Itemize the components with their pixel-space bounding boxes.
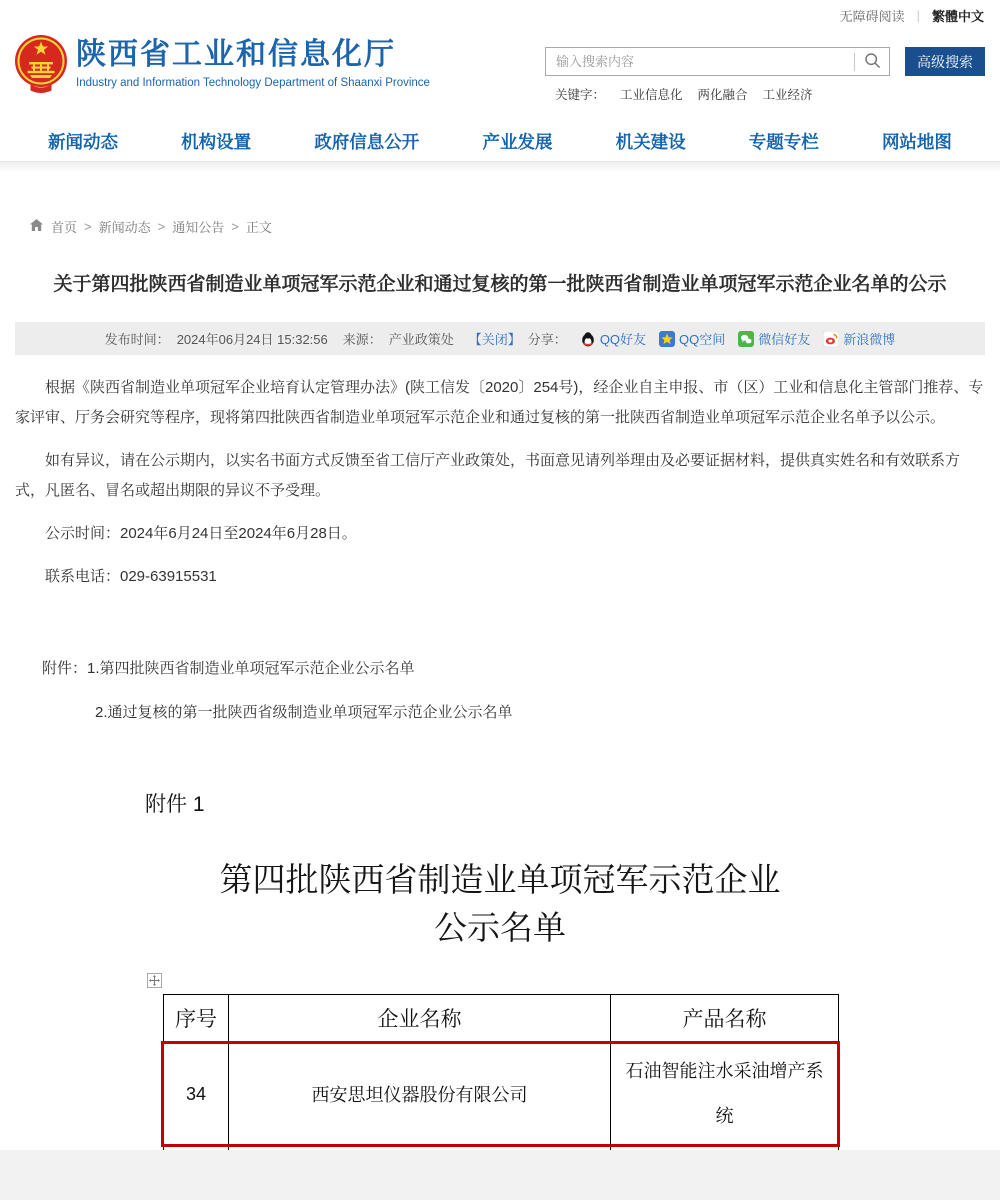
article-title: 关于第四批陕西省制造业单项冠军示范企业和通过复核的第一批陕西省制造业单项冠军示范企业名单的公示 [53,274,947,295]
doc-title-line2: 公示名单 [434,909,566,946]
main-nav [0,122,1000,162]
content-area [15,217,985,1155]
keyword-link-3[interactable]: 工业经济 [762,88,813,102]
breadcrumb-separator: > [84,219,92,234]
nav-item-gov-info[interactable]: 政府信息公开 [314,132,420,152]
doc-table-wrapper [148,994,823,1155]
breadcrumb-notices[interactable]: 通知公告 [172,220,225,235]
cell-product: 石油智能注水采油增产系统 [611,1042,839,1147]
close-link[interactable]: 【关闭】 [468,332,521,347]
breadcrumb-news[interactable]: 新闻动态 [98,220,151,235]
share-qq-friend[interactable]: QQ好友 [580,329,646,348]
site-header [0,30,1000,122]
weibo-icon [823,331,839,347]
table-move-handle[interactable] [147,973,162,988]
home-icon [29,218,44,235]
attachments-block [15,654,985,728]
accessibility-link[interactable]: 无障碍阅读 [839,8,905,24]
breadcrumb-separator: > [157,219,166,234]
attachment-document [15,788,985,1155]
attachment-link-2[interactable]: 2.通过复核的第一批陕西省级制造业单项冠军示范企业公示名单 [95,704,513,721]
article-body [15,373,985,592]
nav-shadow [0,162,1000,173]
site-title-block [76,38,430,89]
qq-friend-icon [580,331,596,347]
contact-line: 联系电话：029-63915531 [45,568,217,585]
search-button[interactable] [855,48,889,75]
keywords-label: 关键字： [555,88,606,102]
breadcrumb [15,217,985,236]
traditional-chinese-link[interactable]: 繁體中文 [931,8,984,24]
nav-item-special[interactable]: 专题专栏 [748,132,819,152]
companies-table [163,994,839,1155]
publish-time: 2024年06月24日 15:32:56 [176,332,328,347]
source-label: 来源： [342,332,382,347]
share-label: 分享： [527,332,567,347]
share-wechat[interactable]: 微信好友 [738,329,810,348]
paragraph-1: 根据《陕西省制造业单项冠军企业培育认定管理办法》(陕工信发〔2020〕254号)，经企业自主申报、市（区）工业和信息化主管部门推荐、专家评审、厅务会研究等程序，现将第四批陕西省制造业单项冠军示范企业和通过复核的第一批陕西省制造业单项冠军示范企业名单予以公示。 [15,379,984,426]
breadcrumb-home[interactable]: 首页 [51,220,78,235]
paragraph-2: 如有异议，请在公示期内，以实名书面方式反馈至省工信厅产业政策处，书面意见请列举理由及必要证据材料，提供真实姓名和有效联系方式，凡匿名、冒名或超出期限的异议不予受理。 [15,452,961,499]
search-box [545,47,890,76]
keyword-link-1[interactable]: 工业信息化 [620,88,683,102]
nav-item-industry[interactable]: 产业发展 [482,132,553,152]
breadcrumb-current: 正文 [245,220,272,235]
site-subtitle: Industry and Information Technology Department of Shaanxi Province [76,77,430,89]
footer-band [0,1150,1000,1200]
col-header-company: 企业名称 [229,995,611,1042]
cell-no: 34 [164,1042,229,1147]
col-header-no: 序号 [164,995,229,1042]
notice-period-line: 公示时间：2024年6月24日至2024年6月28日。 [45,525,357,542]
nav-item-news[interactable]: 新闻动态 [48,132,118,152]
publish-time-label: 发布时间： [104,332,170,347]
attachment-doc-label: 附件 1 [145,793,205,816]
nav-item-sitemap[interactable]: 网站地图 [881,132,952,152]
site-title: 陕西省工业和信息化厅 [76,38,396,71]
doc-title-line1: 第四批陕西省制造业单项冠军示范企业 [219,861,781,898]
attachments-label: 附件： [42,660,88,677]
topbar-divider: | [916,7,920,23]
top-utility-bar [0,0,1000,30]
col-header-product: 产品名称 [611,995,839,1042]
attachment-link-1[interactable]: 附件：1.第四批陕西省制造业单项冠军示范企业公示名单 [42,660,415,677]
source-value: 产业政策处 [388,332,454,347]
share-qzone[interactable]: QQ空间 [659,329,725,348]
nav-item-organization[interactable]: 机构设置 [181,132,252,152]
advanced-search-button[interactable]: 高级搜索 [905,47,985,76]
breadcrumb-separator: > [231,219,239,234]
qzone-icon [659,331,675,347]
article-meta-bar [15,322,985,355]
nav-item-agency[interactable]: 机关建设 [615,132,686,152]
share-weibo[interactable]: 新浪微博 [823,329,895,348]
table-header-row [164,995,839,1042]
cell-company: 西安思坦仪器股份有限公司 [229,1042,611,1147]
table-row [164,1042,839,1147]
national-emblem-logo [14,34,68,99]
search-input[interactable] [546,49,854,74]
attachment-doc-title [15,856,985,952]
hot-keywords-row [555,85,813,103]
search-icon [864,52,881,72]
keyword-link-2[interactable]: 两化融合 [697,88,748,102]
wechat-icon [738,331,754,347]
